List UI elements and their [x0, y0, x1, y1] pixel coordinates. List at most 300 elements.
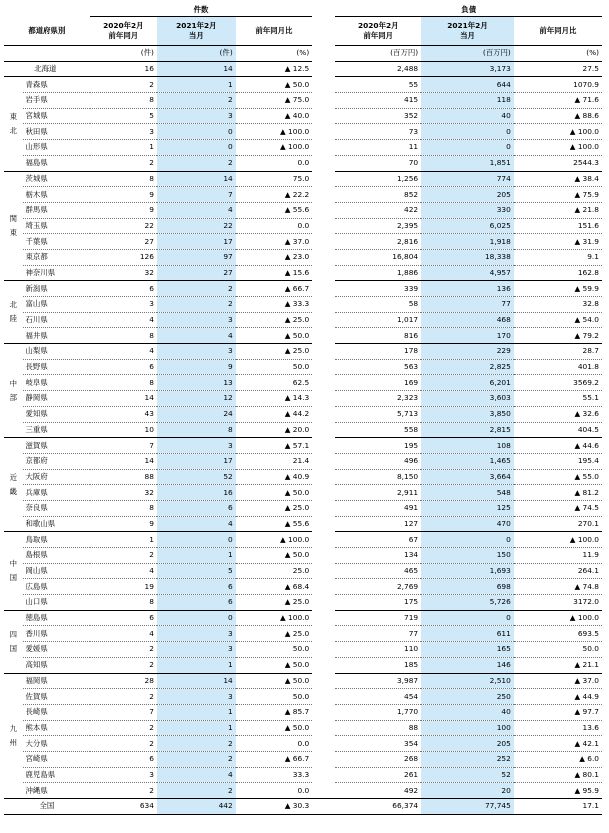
debt-prev-header: 2020年2月 前年同月	[335, 17, 421, 46]
prefecture-name: 秋田県	[23, 124, 90, 140]
count-ratio-cell: ▲ 30.3	[236, 799, 313, 815]
debt-prev-cell: 415	[335, 93, 421, 109]
table-row	[4, 563, 602, 579]
prefecture-name: 広島県	[23, 579, 90, 595]
debt-cur-cell: 100	[421, 720, 514, 736]
count-cur-cell: 2	[157, 281, 236, 297]
prefecture-name: 佐賀県	[23, 689, 90, 705]
count-prev-cell: 14	[90, 391, 157, 407]
count-prev-cell: 43	[90, 406, 157, 422]
unit-debt-cur: (百万円)	[421, 46, 514, 62]
count-cur-cell: 4	[157, 202, 236, 218]
count-prev-header: 2020年2月 前年同月	[90, 17, 157, 46]
table-row	[4, 171, 602, 187]
table-row	[4, 297, 602, 313]
table-row	[4, 485, 602, 501]
prefecture-name: 三重県	[23, 422, 90, 438]
count-cur-cell: 3	[157, 642, 236, 658]
count-cur-cell: 0	[157, 610, 236, 626]
count-prev-cell: 1	[90, 532, 157, 548]
table-row	[4, 77, 602, 93]
debt-ratio-cell: 401.8	[514, 359, 602, 375]
debt-ratio-cell: ▲ 97.7	[514, 704, 602, 720]
debt-prev-cell: 2,769	[335, 579, 421, 595]
table-row	[4, 783, 602, 799]
region-label	[4, 673, 23, 799]
count-cur-cell: 4	[157, 328, 236, 344]
count-prev-cell: 634	[90, 799, 157, 815]
debt-ratio-cell: ▲ 88.6	[514, 108, 602, 124]
prefecture-name: 長野県	[23, 359, 90, 375]
total-label: 全国	[4, 799, 90, 815]
count-cur-cell: 17	[157, 234, 236, 250]
table-row	[4, 61, 602, 77]
debt-ratio-cell: ▲ 74.8	[514, 579, 602, 595]
debt-cur-cell: 118	[421, 93, 514, 109]
unit-count-ratio: (%)	[236, 46, 313, 62]
table-row	[4, 202, 602, 218]
count-cur-cell: 8	[157, 422, 236, 438]
debt-ratio-cell: ▲ 71.6	[514, 93, 602, 109]
debt-cur-cell: 0	[421, 532, 514, 548]
table-row	[4, 359, 602, 375]
debt-prev-cell: 1,017	[335, 312, 421, 328]
count-prev-cell: 4	[90, 563, 157, 579]
count-cur-cell: 4	[157, 516, 236, 532]
prefecture-name: 沖縄県	[23, 783, 90, 799]
debt-ratio-cell: 27.5	[514, 61, 602, 77]
prefecture-name: 神奈川県	[23, 265, 90, 281]
unit-debt-ratio: (%)	[514, 46, 602, 62]
count-prev-cell: 2	[90, 77, 157, 93]
table-row	[4, 375, 602, 391]
region-label	[4, 77, 23, 171]
debt-prev-cell: 55	[335, 77, 421, 93]
count-ratio-cell: ▲ 15.6	[236, 265, 313, 281]
region-label	[4, 610, 23, 673]
debt-cur-cell: 205	[421, 187, 514, 203]
count-ratio-cell: ▲ 50.0	[236, 328, 313, 344]
debt-ratio-cell: 3172.0	[514, 595, 602, 611]
table-row	[4, 469, 602, 485]
debt-cur-cell: 170	[421, 328, 514, 344]
count-ratio-cell: 50.0	[236, 689, 313, 705]
count-ratio-cell: ▲ 50.0	[236, 720, 313, 736]
unit-debt-prev: (百万円)	[335, 46, 421, 62]
debt-ratio-cell: ▲ 55.0	[514, 469, 602, 485]
count-ratio-cell: ▲ 50.0	[236, 548, 313, 564]
debt-prev-cell: 73	[335, 124, 421, 140]
count-ratio-cell: 50.0	[236, 359, 313, 375]
prefecture-name: 栃木県	[23, 187, 90, 203]
prefecture-name: 新潟県	[23, 281, 90, 297]
count-cur-cell: 3	[157, 312, 236, 328]
debt-prev-cell: 175	[335, 595, 421, 611]
debt-cur-cell: 150	[421, 548, 514, 564]
count-ratio-cell: ▲ 66.7	[236, 281, 313, 297]
debt-prev-cell: 2,395	[335, 218, 421, 234]
table-row	[4, 704, 602, 720]
debt-prev-cell: 465	[335, 563, 421, 579]
prefecture-name: 和歌山県	[23, 516, 90, 532]
count-prev-cell: 8	[90, 500, 157, 516]
table-row	[4, 751, 602, 767]
debt-ratio-cell: 162.8	[514, 265, 602, 281]
count-cur-cell: 1	[157, 548, 236, 564]
count-cur-cell: 14	[157, 673, 236, 689]
debt-ratio-cell: ▲ 21.1	[514, 657, 602, 673]
count-ratio-cell: ▲ 37.0	[236, 234, 313, 250]
prefecture-name: 石川県	[23, 312, 90, 328]
count-prev-cell: 4	[90, 312, 157, 328]
debt-cur-cell: 6,201	[421, 375, 514, 391]
count-cur-cell: 6	[157, 579, 236, 595]
count-ratio-cell: 0.0	[236, 155, 313, 171]
debt-cur-cell: 108	[421, 438, 514, 454]
prefecture-name: 岐阜県	[23, 375, 90, 391]
debt-ratio-cell: 32.8	[514, 297, 602, 313]
prefecture-name: 千葉県	[23, 234, 90, 250]
debt-cur-cell: 20	[421, 783, 514, 799]
table-row	[4, 265, 602, 281]
table-row	[4, 391, 602, 407]
pref-header: 都道府県別	[4, 17, 90, 46]
count-ratio-cell: 75.0	[236, 171, 313, 187]
debt-cur-cell: 0	[421, 610, 514, 626]
debt-prev-cell: 58	[335, 297, 421, 313]
table-row	[4, 767, 602, 783]
debt-prev-cell: 110	[335, 642, 421, 658]
prefecture-name: 香川県	[23, 626, 90, 642]
count-prev-cell: 5	[90, 108, 157, 124]
debt-cur-cell: 0	[421, 140, 514, 156]
count-ratio-cell: ▲ 12.5	[236, 61, 313, 77]
count-cur-cell: 14	[157, 61, 236, 77]
table-row	[4, 453, 602, 469]
count-prev-cell: 19	[90, 579, 157, 595]
prefecture-name: 富山県	[23, 297, 90, 313]
table-row	[4, 422, 602, 438]
count-ratio-cell: ▲ 50.0	[236, 673, 313, 689]
count-ratio-cell: ▲ 55.6	[236, 202, 313, 218]
count-cur-cell: 22	[157, 218, 236, 234]
unit-row	[4, 46, 602, 62]
count-ratio-cell: ▲ 100.0	[236, 140, 313, 156]
count-ratio-cell: ▲ 20.0	[236, 422, 313, 438]
count-prev-cell: 2	[90, 548, 157, 564]
count-ratio-cell: ▲ 14.3	[236, 391, 313, 407]
prefecture-name: 東京都	[23, 249, 90, 265]
count-prev-cell: 3	[90, 767, 157, 783]
prefecture-name: 愛知県	[23, 406, 90, 422]
count-ratio-cell: ▲ 100.0	[236, 124, 313, 140]
debt-ratio-cell: ▲ 37.0	[514, 673, 602, 689]
count-cur-cell: 6	[157, 595, 236, 611]
debt-cur-cell: 1,918	[421, 234, 514, 250]
prefecture-name: 高知県	[23, 657, 90, 673]
count-ratio-cell: 0.0	[236, 736, 313, 752]
region-char: 部	[9, 392, 17, 402]
debt-prev-cell: 195	[335, 438, 421, 454]
debt-cur-cell: 3,850	[421, 406, 514, 422]
debt-cur-cell: 205	[421, 736, 514, 752]
debt-cur-cell: 611	[421, 626, 514, 642]
debt-ratio-cell: ▲ 100.0	[514, 610, 602, 626]
debt-ratio-cell: 17.1	[514, 799, 602, 815]
prefecture-name: 徳島県	[23, 610, 90, 626]
prefecture-name: 茨城県	[23, 171, 90, 187]
count-ratio-header: 前年同月比	[236, 17, 313, 46]
debt-prev-cell: 1,770	[335, 704, 421, 720]
count-ratio-cell: ▲ 100.0	[236, 610, 313, 626]
count-ratio-cell: ▲ 25.0	[236, 344, 313, 360]
debt-cur-cell: 468	[421, 312, 514, 328]
count-ratio-cell: ▲ 25.0	[236, 595, 313, 611]
prefecture-name: 京都府	[23, 453, 90, 469]
debt-cur-cell: 1,851	[421, 155, 514, 171]
count-prev-cell: 6	[90, 751, 157, 767]
table-row	[4, 532, 602, 548]
debt-ratio-cell: 3569.2	[514, 375, 602, 391]
table-row	[4, 579, 602, 595]
region-label	[4, 281, 23, 344]
group-header-row	[4, 4, 602, 17]
prefecture-name: 大分県	[23, 736, 90, 752]
debt-cur-cell: 125	[421, 500, 514, 516]
debt-ratio-cell: 1070.9	[514, 77, 602, 93]
debt-cur-cell: 2,825	[421, 359, 514, 375]
debt-cur-cell: 3,664	[421, 469, 514, 485]
debt-ratio-cell: 11.9	[514, 548, 602, 564]
debt-prev-cell: 491	[335, 500, 421, 516]
debt-cur-header: 2021年2月 当月	[421, 17, 514, 46]
region-char: 陸	[9, 314, 17, 324]
count-cur-cell: 97	[157, 249, 236, 265]
debt-cur-cell: 146	[421, 657, 514, 673]
count-prev-cell: 8	[90, 328, 157, 344]
debt-cur-cell: 40	[421, 108, 514, 124]
count-cur-cell: 1	[157, 657, 236, 673]
table-row	[4, 657, 602, 673]
count-ratio-cell: ▲ 55.6	[236, 516, 313, 532]
debt-prev-cell: 11	[335, 140, 421, 156]
count-ratio-cell: ▲ 25.0	[236, 626, 313, 642]
count-ratio-cell: ▲ 57.1	[236, 438, 313, 454]
unit-count-prev: (件)	[90, 46, 157, 62]
count-ratio-cell: ▲ 22.2	[236, 187, 313, 203]
debt-prev-cell: 134	[335, 548, 421, 564]
prefecture-name: 鹿児島県	[23, 767, 90, 783]
debt-prev-cell: 422	[335, 202, 421, 218]
table-row	[4, 344, 602, 360]
debt-ratio-cell: ▲ 42.1	[514, 736, 602, 752]
count-cur-cell: 1	[157, 77, 236, 93]
debt-cur-cell: 4,957	[421, 265, 514, 281]
prefecture-name: 山口県	[23, 595, 90, 611]
table-row	[4, 187, 602, 203]
debt-ratio-cell: ▲ 31.9	[514, 234, 602, 250]
region-char: 国	[9, 573, 17, 583]
region-char: 近	[9, 472, 17, 482]
debt-ratio-cell: ▲ 74.5	[514, 500, 602, 516]
count-ratio-cell: ▲ 50.0	[236, 77, 313, 93]
count-cur-cell: 0	[157, 140, 236, 156]
count-ratio-cell: 50.0	[236, 642, 313, 658]
debt-ratio-header: 前年同月比	[514, 17, 602, 46]
region-char: 四	[9, 629, 17, 639]
debt-ratio-cell: ▲ 6.0	[514, 751, 602, 767]
count-cur-cell: 27	[157, 265, 236, 281]
table-row	[4, 406, 602, 422]
debt-ratio-cell: 2544.3	[514, 155, 602, 171]
prefecture-name: 鳥取県	[23, 532, 90, 548]
debt-ratio-cell: ▲ 32.6	[514, 406, 602, 422]
region-label	[4, 344, 23, 438]
debt-ratio-cell: ▲ 80.1	[514, 767, 602, 783]
debt-cur-cell: 165	[421, 642, 514, 658]
count-cur-cell: 442	[157, 799, 236, 815]
count-prev-cell: 16	[90, 61, 157, 77]
region-char: 北	[9, 300, 17, 310]
count-ratio-cell: ▲ 85.7	[236, 704, 313, 720]
prefecture-name: 埼玉県	[23, 218, 90, 234]
count-ratio-cell: ▲ 68.4	[236, 579, 313, 595]
count-prev-cell: 9	[90, 187, 157, 203]
debt-prev-cell: 66,374	[335, 799, 421, 815]
debt-ratio-cell: ▲ 59.9	[514, 281, 602, 297]
count-prev-cell: 2	[90, 689, 157, 705]
debt-cur-cell: 77	[421, 297, 514, 313]
table-row	[4, 312, 602, 328]
count-ratio-cell: ▲ 100.0	[236, 532, 313, 548]
debt-cur-cell: 698	[421, 579, 514, 595]
debt-cur-cell: 6,025	[421, 218, 514, 234]
debt-ratio-cell: 264.1	[514, 563, 602, 579]
debt-cur-cell: 77,745	[421, 799, 514, 815]
debt-prev-cell: 70	[335, 155, 421, 171]
table-row	[4, 673, 602, 689]
table-row	[4, 124, 602, 140]
count-prev-cell: 3	[90, 297, 157, 313]
table-body	[4, 61, 602, 814]
prefecture-name: 奈良県	[23, 500, 90, 516]
count-prev-cell: 6	[90, 281, 157, 297]
debt-ratio-cell: ▲ 21.8	[514, 202, 602, 218]
debt-prev-cell: 8,150	[335, 469, 421, 485]
prefecture-name: 山形県	[23, 140, 90, 156]
count-cur-cell: 2	[157, 736, 236, 752]
debt-prev-cell: 1,256	[335, 171, 421, 187]
debt-cur-cell: 3,173	[421, 61, 514, 77]
total-row	[4, 799, 602, 815]
debt-prev-cell: 2,488	[335, 61, 421, 77]
count-cur-cell: 5	[157, 563, 236, 579]
table-row	[4, 155, 602, 171]
count-cur-cell: 2	[157, 155, 236, 171]
count-cur-cell: 14	[157, 171, 236, 187]
count-cur-cell: 9	[157, 359, 236, 375]
count-prev-cell: 4	[90, 344, 157, 360]
count-prev-cell: 2	[90, 642, 157, 658]
count-cur-cell: 16	[157, 485, 236, 501]
debt-cur-cell: 52	[421, 767, 514, 783]
count-ratio-cell: 21.4	[236, 453, 313, 469]
count-prev-cell: 32	[90, 265, 157, 281]
debt-prev-cell: 185	[335, 657, 421, 673]
debt-cur-cell: 250	[421, 689, 514, 705]
region-char: 国	[9, 643, 17, 653]
table-row	[4, 140, 602, 156]
group-count-header: 件数	[90, 4, 312, 17]
count-prev-cell: 7	[90, 704, 157, 720]
table-row	[4, 281, 602, 297]
table-row	[4, 234, 602, 250]
count-ratio-cell: ▲ 40.9	[236, 469, 313, 485]
debt-ratio-cell: ▲ 54.0	[514, 312, 602, 328]
debt-cur-cell: 548	[421, 485, 514, 501]
prefecture-name: 大阪府	[23, 469, 90, 485]
count-cur-cell: 3	[157, 108, 236, 124]
table-row	[4, 689, 602, 705]
debt-ratio-cell: ▲ 100.0	[514, 532, 602, 548]
count-prev-cell: 126	[90, 249, 157, 265]
count-cur-cell: 0	[157, 532, 236, 548]
table-row	[4, 642, 602, 658]
count-prev-cell: 22	[90, 218, 157, 234]
debt-prev-cell: 2,816	[335, 234, 421, 250]
debt-prev-cell: 77	[335, 626, 421, 642]
prefecture-name: 滋賀県	[23, 438, 90, 454]
debt-prev-cell: 816	[335, 328, 421, 344]
count-ratio-cell: ▲ 25.0	[236, 312, 313, 328]
count-cur-cell: 2	[157, 297, 236, 313]
count-ratio-cell: ▲ 23.0	[236, 249, 313, 265]
count-cur-cell: 3	[157, 438, 236, 454]
region-char: 東	[9, 111, 17, 121]
debt-prev-cell: 492	[335, 783, 421, 799]
bankruptcy-table	[4, 4, 602, 815]
table-row	[4, 328, 602, 344]
count-cur-cell: 52	[157, 469, 236, 485]
table-row	[4, 736, 602, 752]
count-cur-cell: 3	[157, 689, 236, 705]
debt-prev-cell: 1,886	[335, 265, 421, 281]
debt-prev-cell: 127	[335, 516, 421, 532]
table-row	[4, 720, 602, 736]
count-ratio-cell: 33.3	[236, 767, 313, 783]
debt-prev-cell: 3,987	[335, 673, 421, 689]
region-char: 東	[9, 227, 17, 237]
table-row	[4, 108, 602, 124]
debt-cur-cell: 1,465	[421, 453, 514, 469]
count-prev-cell: 7	[90, 438, 157, 454]
table-row	[4, 626, 602, 642]
debt-prev-cell: 454	[335, 689, 421, 705]
debt-cur-cell: 2,815	[421, 422, 514, 438]
count-ratio-cell: ▲ 25.0	[236, 500, 313, 516]
table-row	[4, 500, 602, 516]
debt-prev-cell: 67	[335, 532, 421, 548]
debt-prev-cell: 261	[335, 767, 421, 783]
count-cur-cell: 6	[157, 500, 236, 516]
count-cur-cell: 3	[157, 344, 236, 360]
count-prev-cell: 88	[90, 469, 157, 485]
debt-cur-cell: 40	[421, 704, 514, 720]
count-ratio-cell: 0.0	[236, 783, 313, 799]
debt-cur-cell: 470	[421, 516, 514, 532]
debt-cur-cell: 330	[421, 202, 514, 218]
region-char: 九	[9, 723, 17, 733]
